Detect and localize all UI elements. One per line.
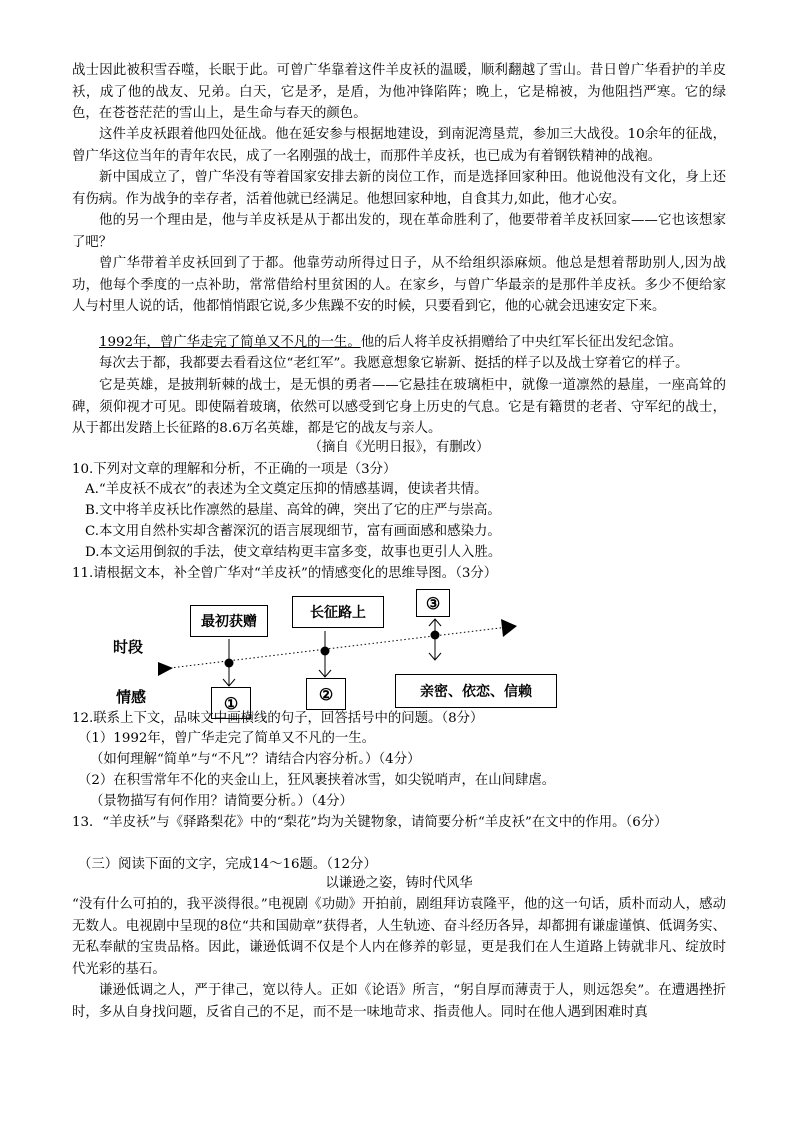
stage-box-long-march: 长征路上 [292,596,384,628]
question-12-1: （1）1992年，曾广华走完了简单又不凡的一生。 [78,731,376,746]
passage-paragraph: 战士因此被积雪吞噬，长眠于此。可曾广华靠着这件羊皮袄的温暖，顺利翻越了雪山。昔日曾广华看护的羊皮袄，成了他的战友、兄弟。白天，它是矛，是盾，为他冲锋陷阵；晚上，它是棉被，为他阻挡严寒。它的绿色，在苍苍茫茫的雪山上，是生命与春天的颜色。 [72,63,726,121]
option-b: B.文中将羊皮袄比作凛然的悬崖、高耸的碑，突出了它的庄严与崇高。 [85,503,501,518]
question-12-2: （2）在积雪常年不化的夹金山上，狂风裹挟着冰雪，如尖锐哨声，在山间肆虐。 [78,773,556,788]
timeline-arrowhead [501,619,517,637]
question-12-1-prompt: （如何理解“简单”与“不凡”？请结合内容分析。）（4分） [90,752,421,767]
question-12: 12.联系上下文，品味文中画横线的句子，回答括号中的问题。（8分） [72,711,484,726]
article-paragraph: 谦逊低调之人，严于律己，宽以待人。正如《论语》所言，“躬自厚而薄责于人，则远怨矣”。在遭遇挫折时，多从自身找问题，反省自己的不足，而不是一味地苛求、指责他人。同时在他人遇到困难时真 [72,983,726,1020]
stage-box-initial: 最初获赠 [190,605,268,637]
option-d: D.本文运用倒叙的手法，使文章结构更丰富多变，故事也更引人入胜。 [85,545,502,560]
label-emotion: 情感 [116,688,147,706]
passage-paragraph: 曾广华带着羊皮袄回到了于都。他靠劳动所得过日子，从不给组织添麻烦。他总是想着帮助别人,因为战功，他每个季度的一点补助，常常借给村里贫困的人。在家乡，与曾广华最亲的是那件羊皮袄。多少不便给家人与村里人说的话，他都悄悄跟它说,多少焦躁不安的时候，只要看到它，他的心就会迅速安定下来。 [72,256,726,314]
timeline-node [431,631,440,640]
sentence: 他的后人将羊皮袄捐赠给了中央红军长征出发纪念馆。 [360,335,683,350]
stage-box-blank-3: ③ [416,589,450,617]
passage-paragraph: 这件羊皮袄跟着他四处征战。他在延安参与根据地建设，到南泥湾垦荒，参加三大战役。10余年的征战，曾广华这位当年的青年农民，成了一名刚强的战士，而那件羊皮袄，也已成为有着钢铁精神的战袍。 [72,127,726,164]
option-c: C.本文用自然朴实却含蓄深沉的语言展现细节，富有画面感和感染力。 [85,524,501,539]
article-title: 以谦逊之姿，铸时代风华 [325,876,473,891]
article-paragraph: “没有什么可拍的，我平淡得很。”电视剧《功勋》开拍前，剧组拜访袁隆平，他的这一句话，质朴而动人，感动无数人。电视剧中呈现的8位“共和国勋章”获得者，人生轨迹、奋斗经历各异，却都拥有谦虚谨慎、低调务实、无私奉献的宝贵品格。因此，谦逊低调不仅是个人内在修养的彰显，更是我们在人生道路上铸就非凡、绽放时代光彩的基石。 [72,897,726,977]
timeline-tail [158,662,173,676]
timeline-node [225,659,234,668]
question-12-2-prompt: （景物描写有何作用？请简要分析。）（4分） [90,794,353,809]
underlined-sentence: 1992年，曾广华走完了简单又不凡的一生。 [99,335,361,350]
question-11: 11.请根据文本，补全曾广华对“羊皮袄”的情感变化的思维导图。（3分） [72,566,498,581]
emotion-box-close: 亲密、依恋、信赖 [395,674,557,708]
option-a: A.“羊皮袄不成衣”的表述为全文奠定压抑的情感基调，使读者共情。 [85,482,488,497]
section-heading: （三）阅读下面的文字，完成14～16题。（12分） [78,857,377,872]
passage-paragraph: 每次去于都，我都要去看看这位“老红军”。我愿意想象它崭新、挺括的样子以及战士穿着它的样子。 [99,356,689,371]
passage-paragraph: 它是英雄，是披荆斩棘的战士，是无惧的勇者——它悬挂在玻璃柜中，就像一道凛然的悬崖，一座高耸的碑，须仰视才可见。即使隔着玻璃，依然可以感受到它身上历史的气息。它是有籍贯的老者、守军纪的战士，从于都出发踏上长征路的8.6万名英雄，都是它的战友与亲人。 [72,378,726,436]
passage-source: （摘自《光明日报》，有删改） [308,440,490,455]
timeline-node [321,647,330,656]
passage-paragraph: 新中国成立了，曾广华没有等着国家安排去新的岗位工作，而是选择回家种田。他说他没有文化，身上还有伤病。作为战争的幸存者，活着他就已经满足。他想回家种地，自食其力,如此，他才心安。 [72,170,726,207]
question-10: 10.下列对文章的理解和分析，不正确的一项是（3分） [72,462,397,477]
emotion-box-blank-1: ① [211,687,251,719]
emotion-box-blank-2: ② [306,678,346,710]
passage-paragraph: 他的另一个理由是，他与羊皮袄是从于都出发的，现在革命胜利了，他要带着羊皮袄回家——它也该想家了吧？ [72,213,726,250]
question-13: 13．“羊皮袄”与《驿路梨花》中的“梨花”均为关键物象，请简要分析“羊皮袄”在文中的作用。（6分） [72,815,668,830]
label-period: 时段 [113,638,144,656]
